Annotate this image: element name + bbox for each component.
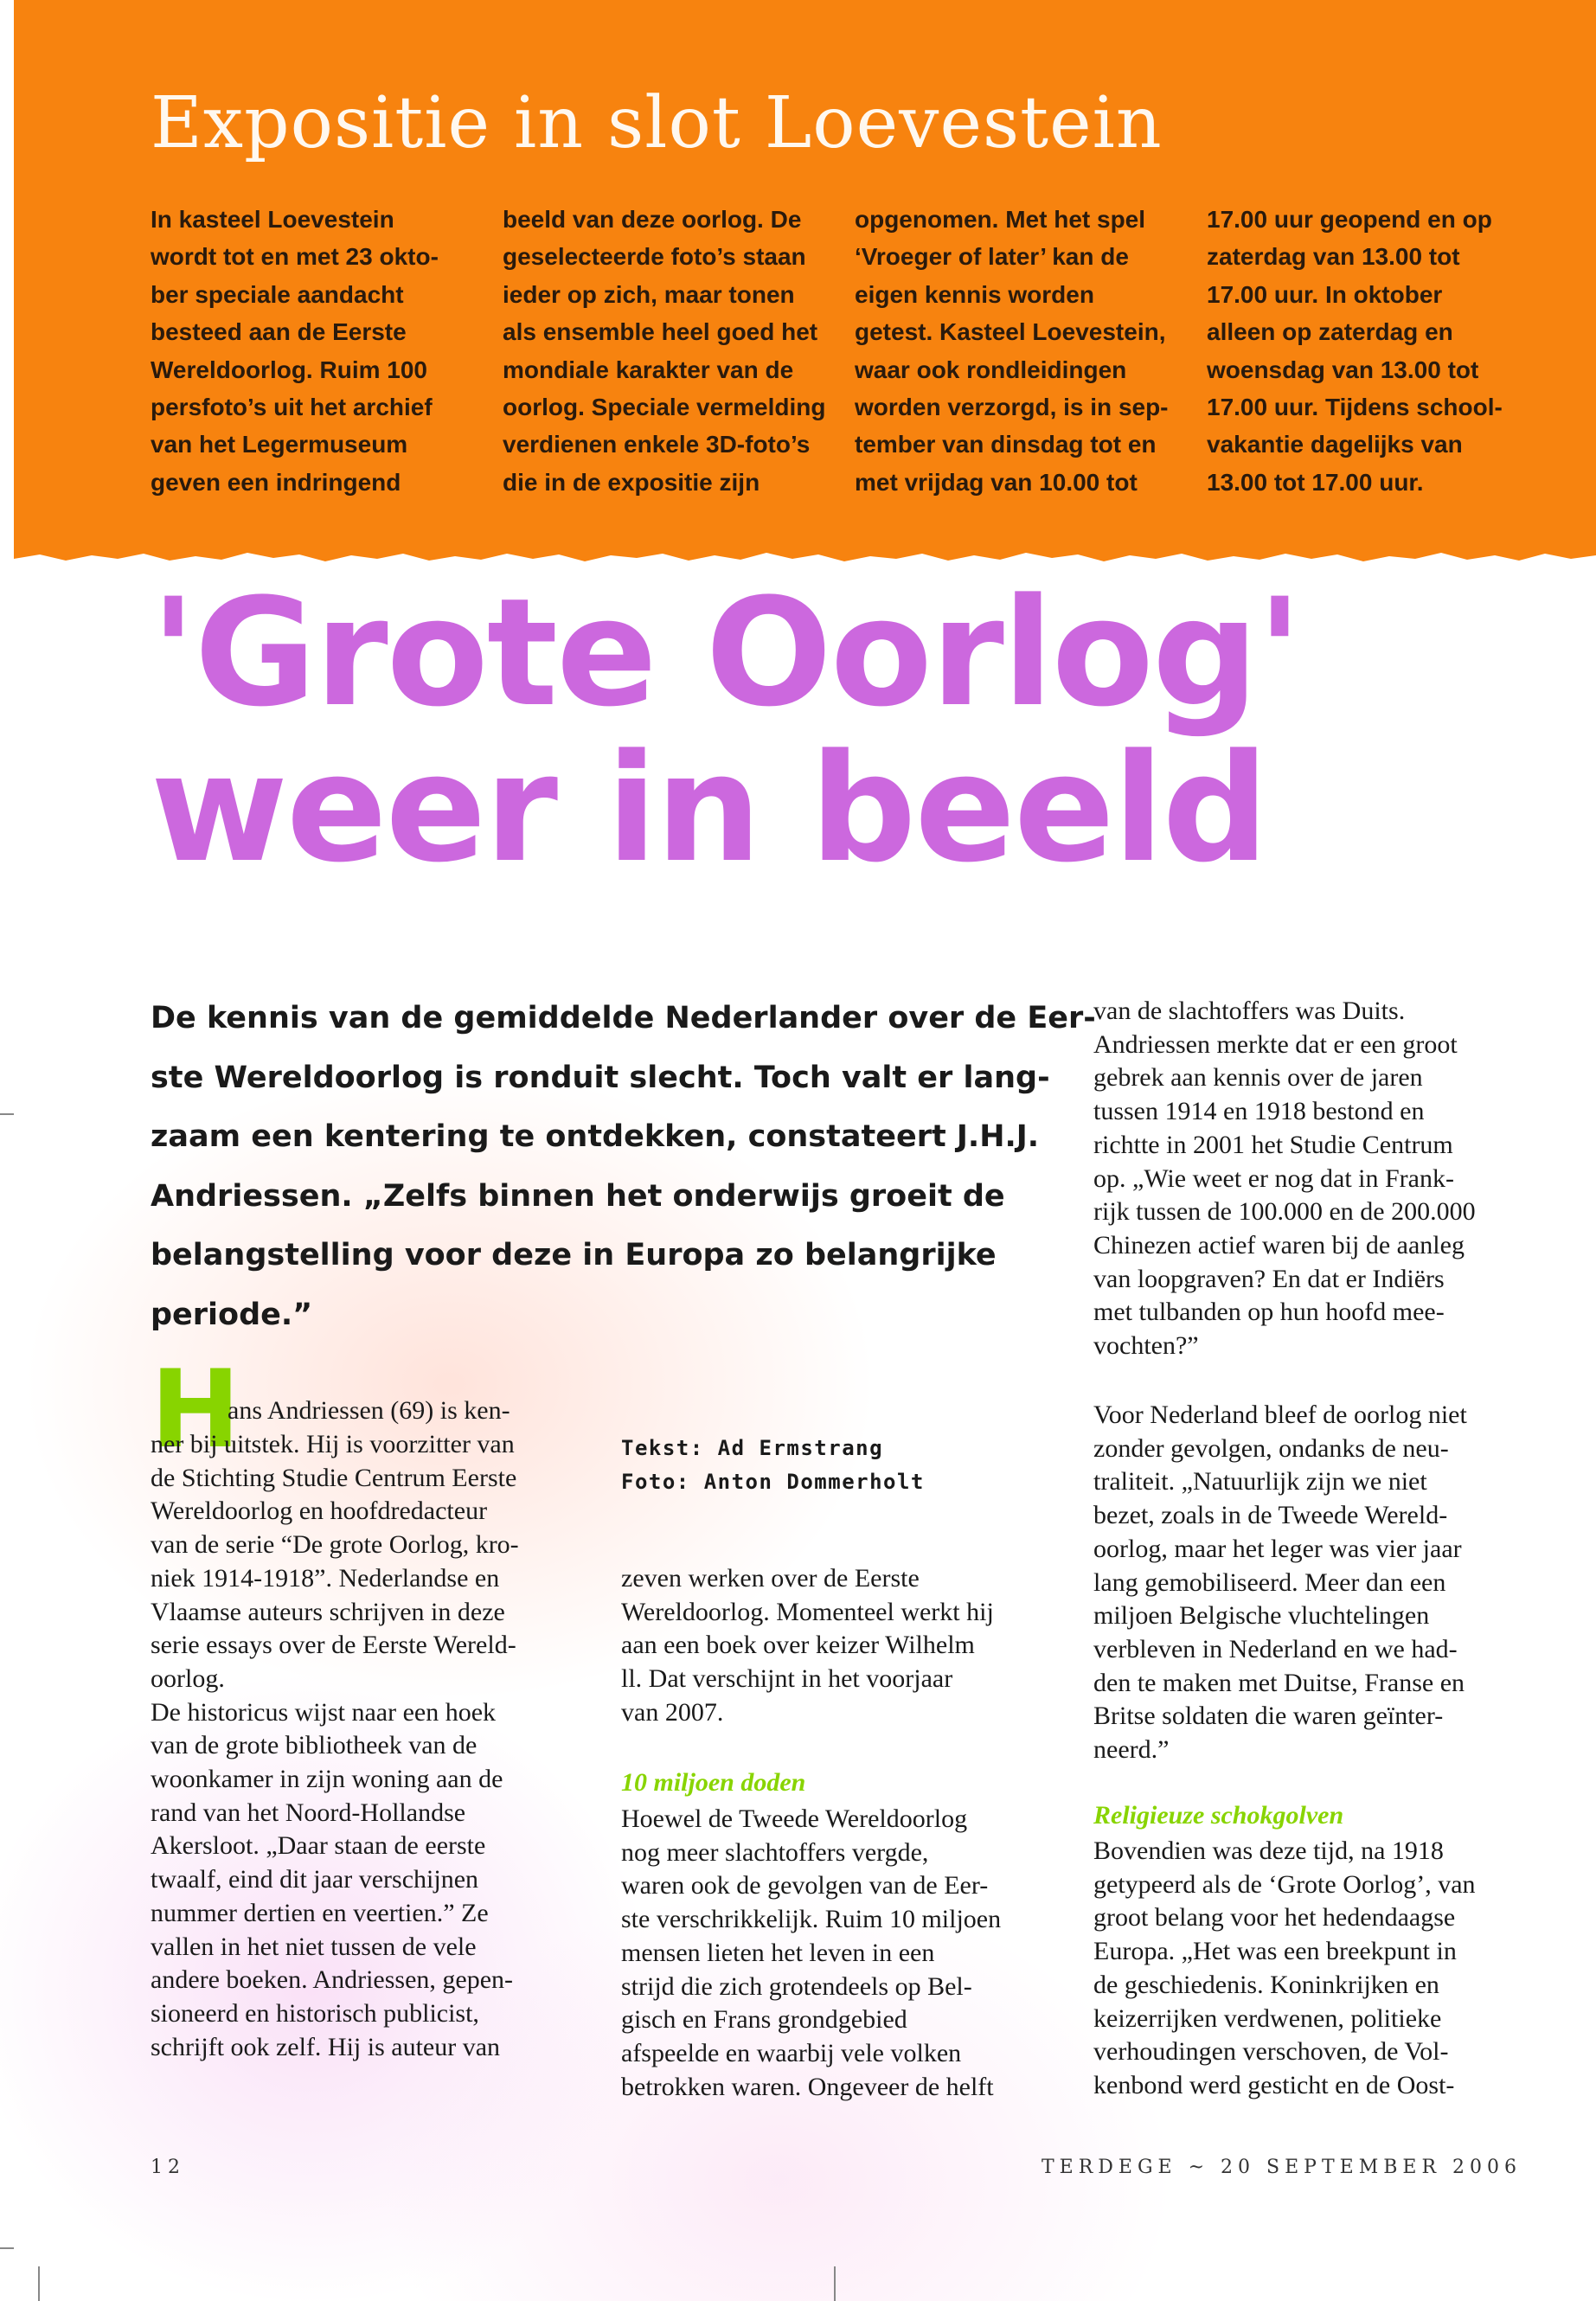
column-1-body: ner bij uitstek. Hij is voorzitter van de Stichting Studie Centrum Eerste Wereldoorlog en hoofdredacteur van de serie “De grote Oorlog, kro- niek 1914-1918”. Nederlandse en Vlaamse auteurs schrijven in deze serie essays over de Eerste Wereld- oorlog. De historicus wijst naar een hoek van de grote bibliotheek van de woonkamer in zijn woning aan de rand van het Noord-Hollandse Akersloot. „Daar staan de eerste twaalf, eind dit jaar verschijnen nummer dertien en veertien.” Ze vallen in het niet tussen de vele andere boeken. Andriessen, gepen- sioneerd en historisch publicist, schrijft ook zelf. Hij is auteur van [151,1430,519,2061]
info-box-title: Expositie in slot Loevestein [151,82,1163,164]
article-credits [621,1432,925,1499]
info-box-column-4: 17.00 uur geopend en op zaterdag van 13.00 tot 17.00 uur. In oktober alleen op zaterdag en woensdag van 13.00 tot 17.00 uur. Tijdens school- vakantie dagelijks van 13.00 tot 17.00 uur. [1207,206,1503,496]
subheading-religieuze-schokgolven: Religieuze schokgolven [1093,1801,1344,1830]
article-headline [151,566,1301,895]
credit-photo: Foto: Anton Dommerholt [621,1470,925,1494]
info-box-column-1: In kasteel Loevestein wordt tot en met 23 okto- ber speciale aandacht besteed aan de Eerste Wereldoorlog. Ruim 100 persfoto’s uit het archief van het Legermuseum geven een indringend [151,206,439,496]
crop-mark [834,2266,836,2301]
column-2-body-a: zeven werken over de Eerste Wereldoorlog. Momenteel werkt hij aan een boek over keizer Wilhelm ll. Dat verschijnt in het voorjaar van 2007. [621,1564,994,1727]
crop-mark [0,1113,14,1115]
column-2-body-b: Hoewel de Tweede Wereldoorlog nog meer slachtoffers vergde, waren ook de gevolgen van de Eer- ste verschrikkelijk. Ruim 10 miljoen mensen lieten het leven in een strijd die zich grotendeels op Bel- gisch en Frans grondgebied afspeelde en waarbij vele volken betrokken waren. Ongeveer de helft [621,1804,1002,2101]
page-number: 12 [151,2157,185,2178]
column-1-first-line: ans Andriessen (69) is ken- [228,1396,510,1425]
article-lead: De kennis van de gemiddelde Nederlander over de Eer- ste Wereldoorlog is ronduit slecht. Toch valt er lang- zaam een kentering te ontdekken, constateert J.H.J. Andriessen. „Zelfs binnen het onderwijs groeit de belangstelling voor deze in Europa zo belangrijke periode.” [151,1001,1096,1332]
crop-mark [38,2266,40,2301]
headline-line-2: weer in beeld [151,721,1267,895]
column-3-body-c: Bovendien was deze tijd, na 1918 getypeerd als de ‘Grote Oorlog’, van groot belang voor het hedendaagse Europa. „Het was een breekpunt in de geschiedenis. Koninkrijken en keizerrijken verdwenen, politieke verhoudingen verschoven, de Vol- kenbond werd gesticht en de Oost- [1093,1836,1476,2099]
drop-cap: H [151,1348,240,1472]
column-3-body-a: van de slachtoffers was Duits. Andriessen merkte dat er een groot gebrek aan kennis over de jaren tussen 1914 en 1918 bestond en richtte in 2001 het Studie Centrum op. „Wie weet er nog dat in Frank- rijk tussen de 100.000 en de 200.000 Chinezen actief waren bij de aanleg van loopgraven? En dat er Indiërs met tulbanden op hun hoofd mee- vochten?” [1093,997,1476,1361]
info-box-column-2: beeld van deze oorlog. De geselecteerde foto’s staan ieder op zich, maar tonen als ensemble heel goed het mondiale karakter van de oorlog. Speciale vermelding verdienen enkele 3D-foto’s die in de expositie zijn [503,206,826,496]
crop-mark [0,2247,14,2249]
subheading-10-miljoen-doden: 10 miljoen doden [621,1768,806,1797]
info-box-column-3: opgenomen. Met het spel ‘Vroeger of later’ kan de eigen kennis worden getest. Kasteel Loevestein, waar ook rondleidingen worden verzorgd, is in sep- tember van dinsdag tot en met vrijdag van 10.00 tot [855,206,1169,496]
column-3-body-b: Voor Nederland bleef de oorlog niet zonder gevolgen, ondanks de neu- traliteit. „Natuurlijk zijn we niet bezet, zoals in de Tweede Wereld- oorlog, maar het leger was vier jaar lang gemobiliseerd. Meer dan een miljoen Belgische vluchtelingen verbleven in Nederland en we had- den te maken met Duitse, Franse en Britse soldaten die waren geïnter- neerd.” [1093,1400,1467,1765]
headline-line-1: 'Grote Oorlog' [151,566,1301,740]
publication-footer: TERDEGE ~ 20 SEPTEMBER 2006 [1041,2157,1522,2178]
credit-text: Tekst: Ad Ermstrang [621,1436,884,1460]
